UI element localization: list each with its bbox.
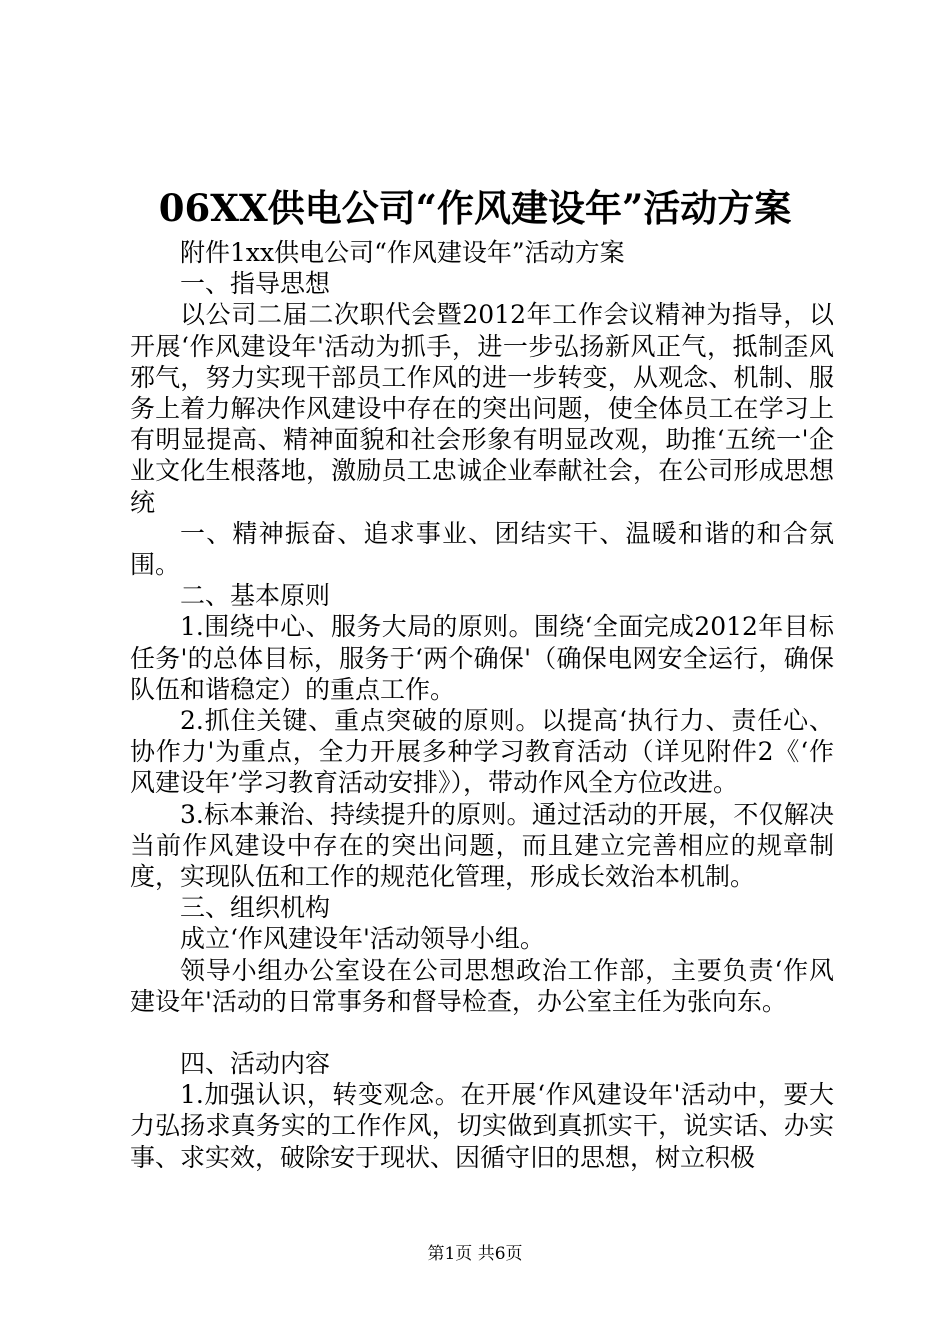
paragraph-atmosphere: 一、精神振奋、追求事业、团结实干、温暖和谐的和合氛围。	[130, 518, 834, 580]
paragraph-leading-group: 成立‘作风建设年'活动领导小组。	[180, 924, 545, 954]
section-heading-activities: 四、活动内容	[180, 1049, 331, 1079]
attachment-line: 附件1xx供电公司“作风建设年”活动方案	[180, 238, 625, 267]
section-heading-organization: 三、组织机构	[180, 893, 331, 923]
principle-1: 1.围绕中心、服务大局的原则。围绕‘全面完成2012年目标任务'的总体目标，服务于‘两个确保'（确保电网安全运行，确保队伍和谐稳定）的重点工作。	[130, 612, 834, 704]
paragraph-office: 领导小组办公室设在公司思想政治工作部，主要负责‘作风建设年'活动的日常事务和督导检查，办公室主任为张向东。	[130, 955, 834, 1016]
paragraph-guiding-thought: 以公司二届二次职代会暨2012年工作会议精神为指导，以开展‘作风建设年'活动为抓手，进一步弘扬新风正气，抵制歪风邪气，努力实现干部员工作风的进一步转变，从观念、机制、服务上着力解决作风建设中存在的突出问题，使全体员工在学习上有明显提高、精神面貌和社会形象有明显改观，助推‘五统一'企业文化生根落地，激励员工忠诚企业奉献社会，在公司形成思想统	[130, 300, 834, 517]
principle-3: 3.标本兼治、持续提升的原则。通过活动的开展，不仅解决当前作风建设中存在的突出问题，而且建立完善相应的规章制度，实现队伍和工作的规范化管理，形成长效治本机制。	[130, 799, 834, 892]
principle-2: 2.抓住关键、重点突破的原则。以提高‘执行力、责任心、协作力'为重点，全力开展多种学习教育活动（详见附件2《‘作风建设年’学习教育活动安排》），带动作风全方位改进。	[130, 706, 834, 798]
activity-1: 1.加强认识，转变观念。在开展‘作风建设年'活动中，要大力弘扬求真务实的工作作风，切实做到真抓实干，说实话、办实事、求实效，破除安于现状、因循守旧的思想，树立积极	[130, 1080, 834, 1172]
paragraph-spacer	[130, 1017, 834, 1048]
document-title: 06XX供电公司“作风建设年”活动方案	[158, 186, 792, 230]
section-heading-principles: 二、基本原则	[180, 581, 331, 611]
page-footer: 第1页 共6页	[427, 1244, 523, 1264]
document-body	[130, 237, 834, 1173]
section-heading-guiding-thought: 一、指导思想	[180, 269, 331, 299]
